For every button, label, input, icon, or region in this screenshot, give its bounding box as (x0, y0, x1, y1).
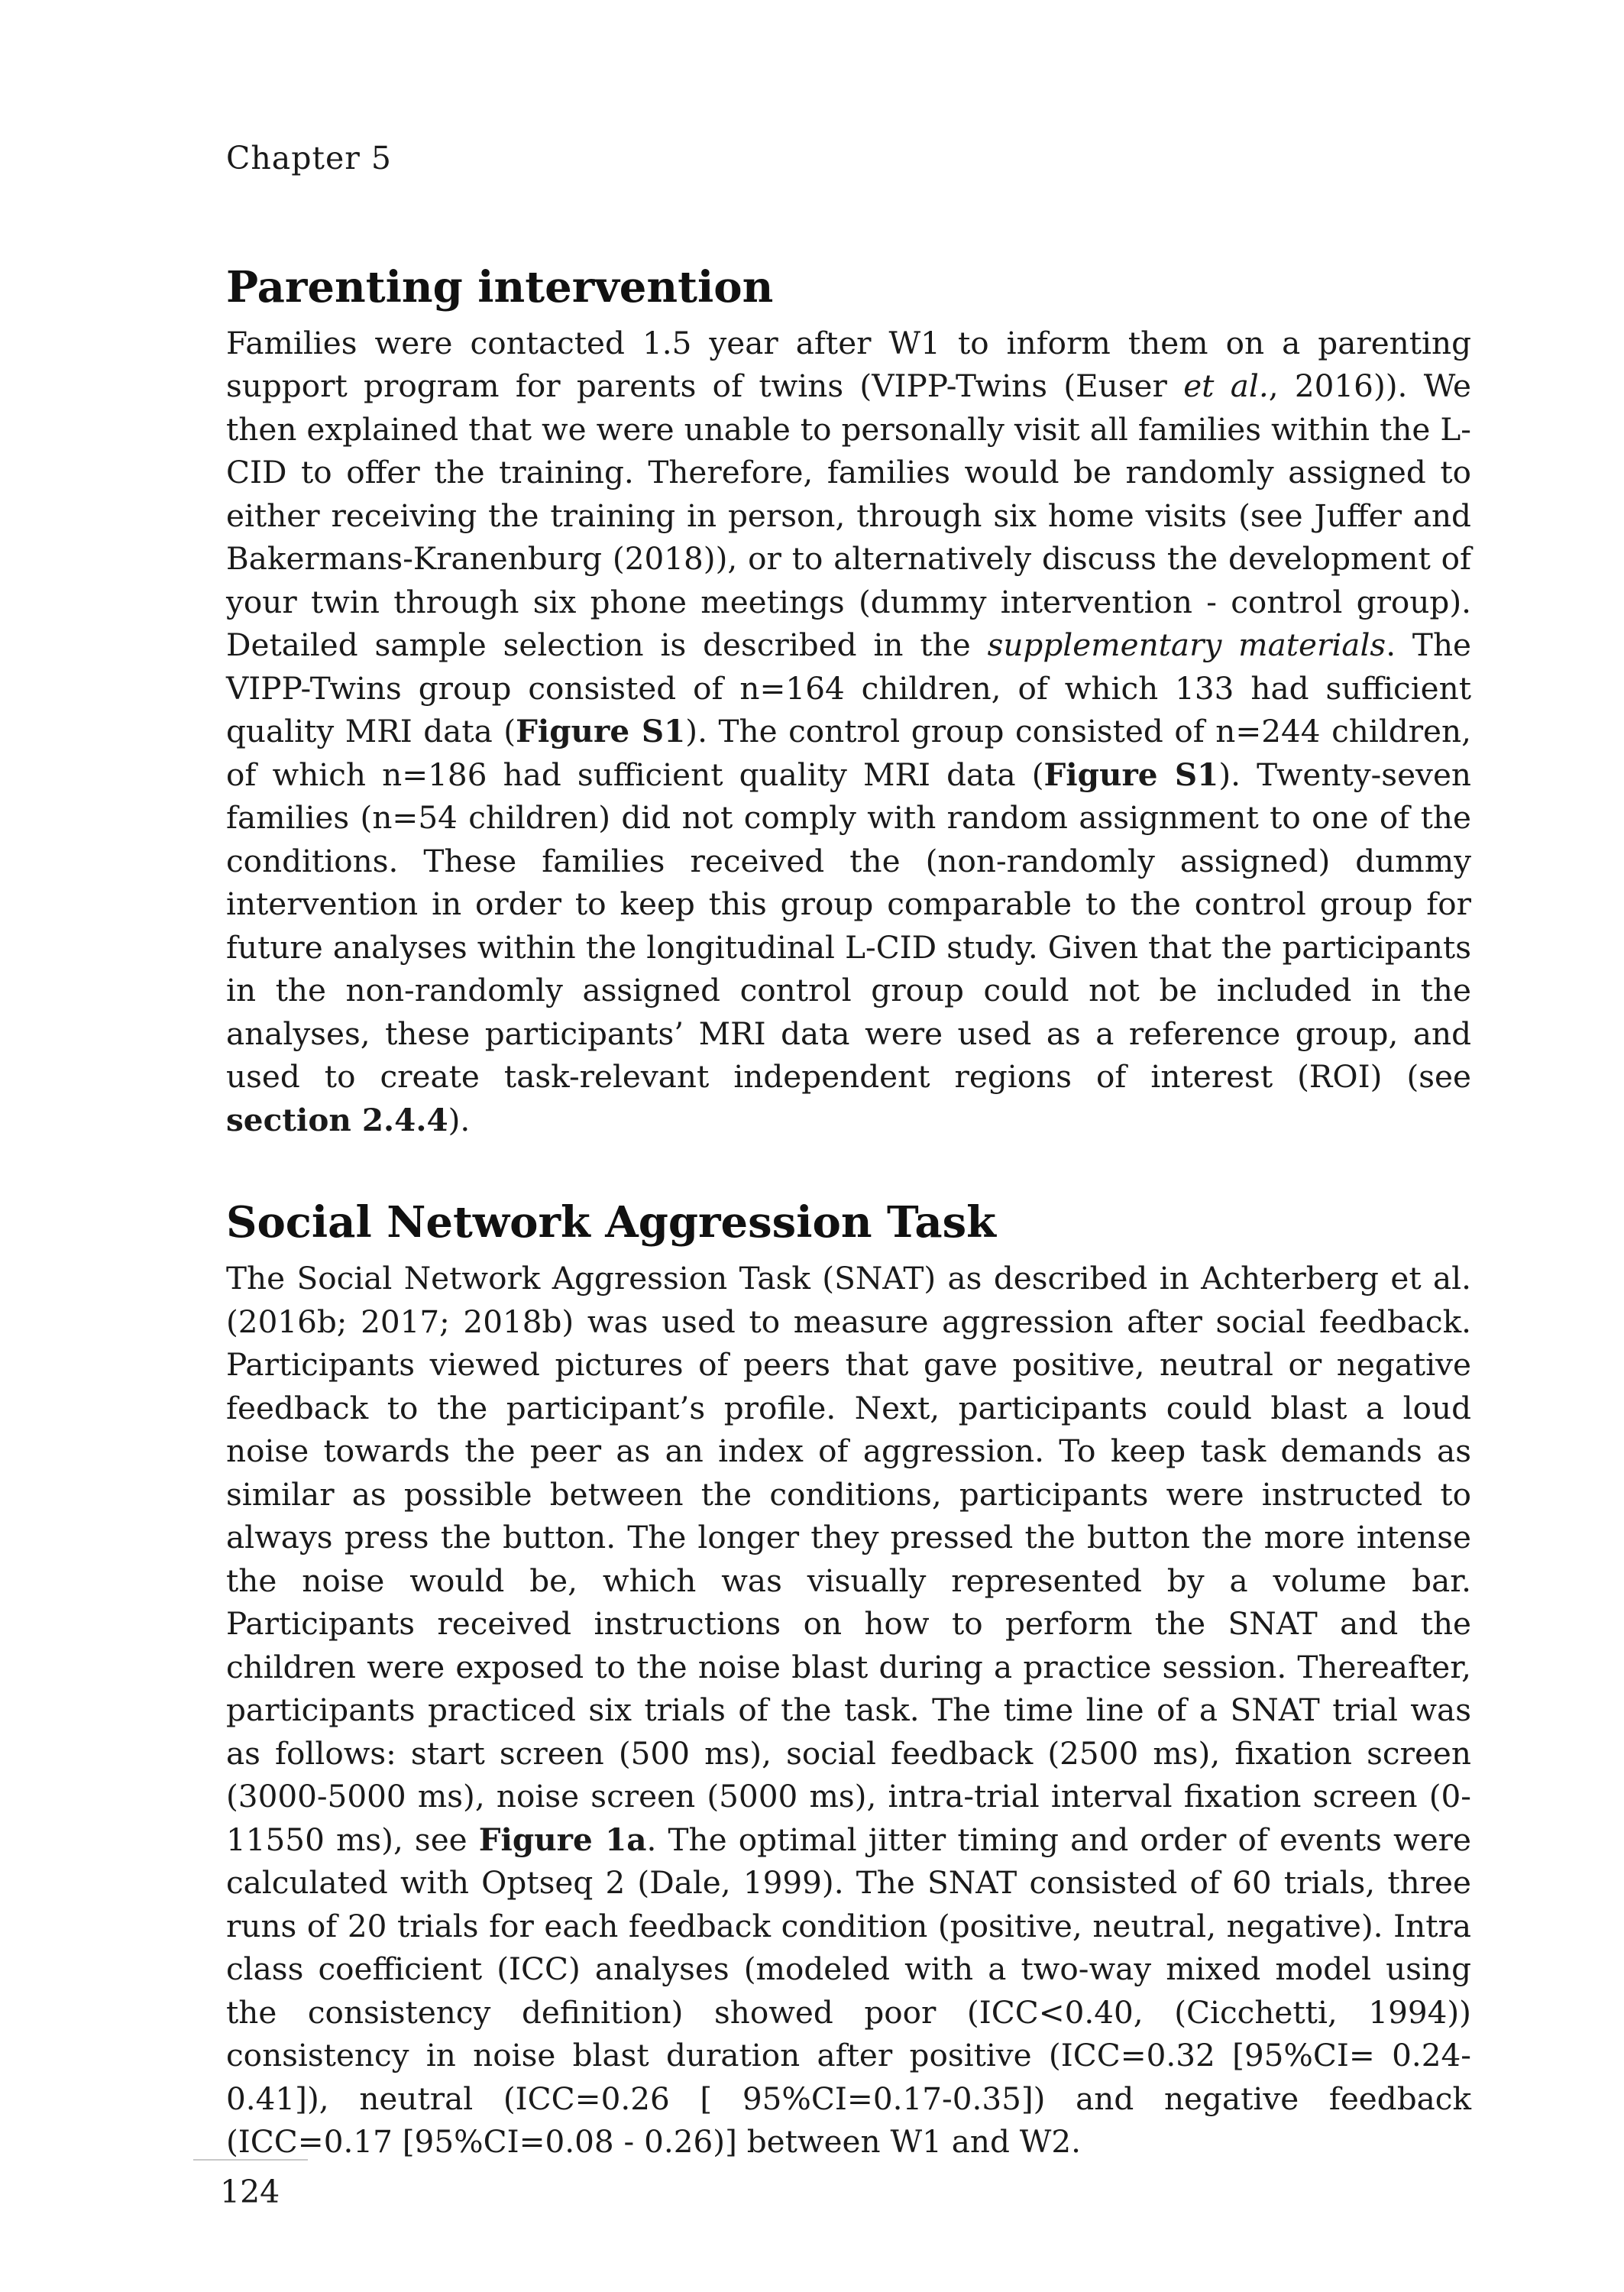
section-heading: Parenting intervention (226, 262, 774, 312)
text-run: The Social Network Aggression Task (SNAT) as described in Achterberg et al. (2016b; 2017; 2018b) was used to measure aggression after social feedback. Participants viewed pictures of peers that gave positive, neutral or negative feedback to the participant’s profile. Next, participants could blast a loud noise towards the peer as an index of aggression. To keep task demands as similar as possible between the conditions, participants were instructed to always press the button. The longer they pressed the button the more intense the noise would be, which was visually represented by a volume bar. Participants received instructions on how to perform the SNAT and the children were exposed to the noise blast during a practice session. Thereafter, participants practiced six trials of the task. The time line of a SNAT trial was as follows: start screen (500 ms), social feedback (2500 ms), fixation screen (3000-5000 ms), noise screen (5000 ms), intra-trial interval fixation screen (0-11550 ms), see (226, 1260, 1471, 1858)
section-parenting-intervention (226, 260, 1471, 1141)
italic-run: et al. (1183, 367, 1269, 405)
section-reference: section 2.4.4 (226, 1101, 448, 1138)
text-run: ). (448, 1101, 471, 1138)
section-social-network-aggression-task (226, 1195, 1471, 2163)
figure-reference: Figure S1 (516, 713, 686, 750)
page-content (226, 260, 1471, 2164)
italic-run: supplementary materials (987, 626, 1386, 664)
footer-rule (193, 2159, 308, 2161)
text-run: . The optimal jitter timing and order of events were calculated with Optseq 2 (Dale, 1999). The SNAT consisted of 60 trials, three runs of 20 trials for each feedback condition (positive, neutral, negative). Intra class coefficient (ICC) analyses (modeled with a two-way mixed model using the consistency definition) showed poor (ICC<0.40, (Cicchetti, 1994)) consistency in noise blast duration after positive (ICC=0.32 [95%CI= 0.24-0.41]), neutral (ICC=0.26 [ 95%CI=0.17-0.35]) and negative feedback (ICC=0.17 [95%CI=0.08 - 0.26)] between W1 and W2. (226, 1821, 1471, 2161)
figure-reference: Figure 1a (478, 1821, 647, 1858)
text-run: Families were contacted 1.5 year after W1 to inform them on a parenting support program for parents of twins (VIPP-Twins (Euser (226, 324, 1471, 405)
text-run: ). Twenty-seven families (n=54 children) did not comply with random assignment to one of the conditions. These families received the (non-randomly assigned) dummy intervention in order to keep this group comparable to the control group for future analyses within the longitudinal L-CID study. Given that the participants in the non-randomly assigned control group could not be included in the analyses, these participants’ MRI data were used as a reference group, and used to create task-relevant independent regions of interest (ROI) (see (226, 756, 1471, 1096)
running-head: Chapter 5 (226, 140, 392, 176)
text-run: , 2016)). We then explained that we were unable to personally visit all families within the L-CID to offer the training. Therefore, families would be randomly assigned to either receiving the training in person, through six home visits (see Juffer and Bakermans-Kranenburg (2018)), or to alternatively discuss the development of your twin through six phone meetings (dummy intervention - control group). Detailed sample selection is described in the (226, 367, 1471, 664)
text-run: . The VIPP-Twins group consisted of n=164 children, of which 133 had sufficient quality MRI data ( (226, 626, 1471, 750)
body-paragraph (226, 322, 1471, 1142)
text-run: ). The control group consisted of n=244 children, of which n=186 had sufficient quality MRI data ( (226, 713, 1471, 793)
figure-reference: Figure S1 (1043, 756, 1219, 793)
section-heading: Social Network Aggression Task (226, 1197, 996, 1248)
page-number: 124 (220, 2174, 280, 2210)
body-paragraph (226, 1257, 1471, 2164)
